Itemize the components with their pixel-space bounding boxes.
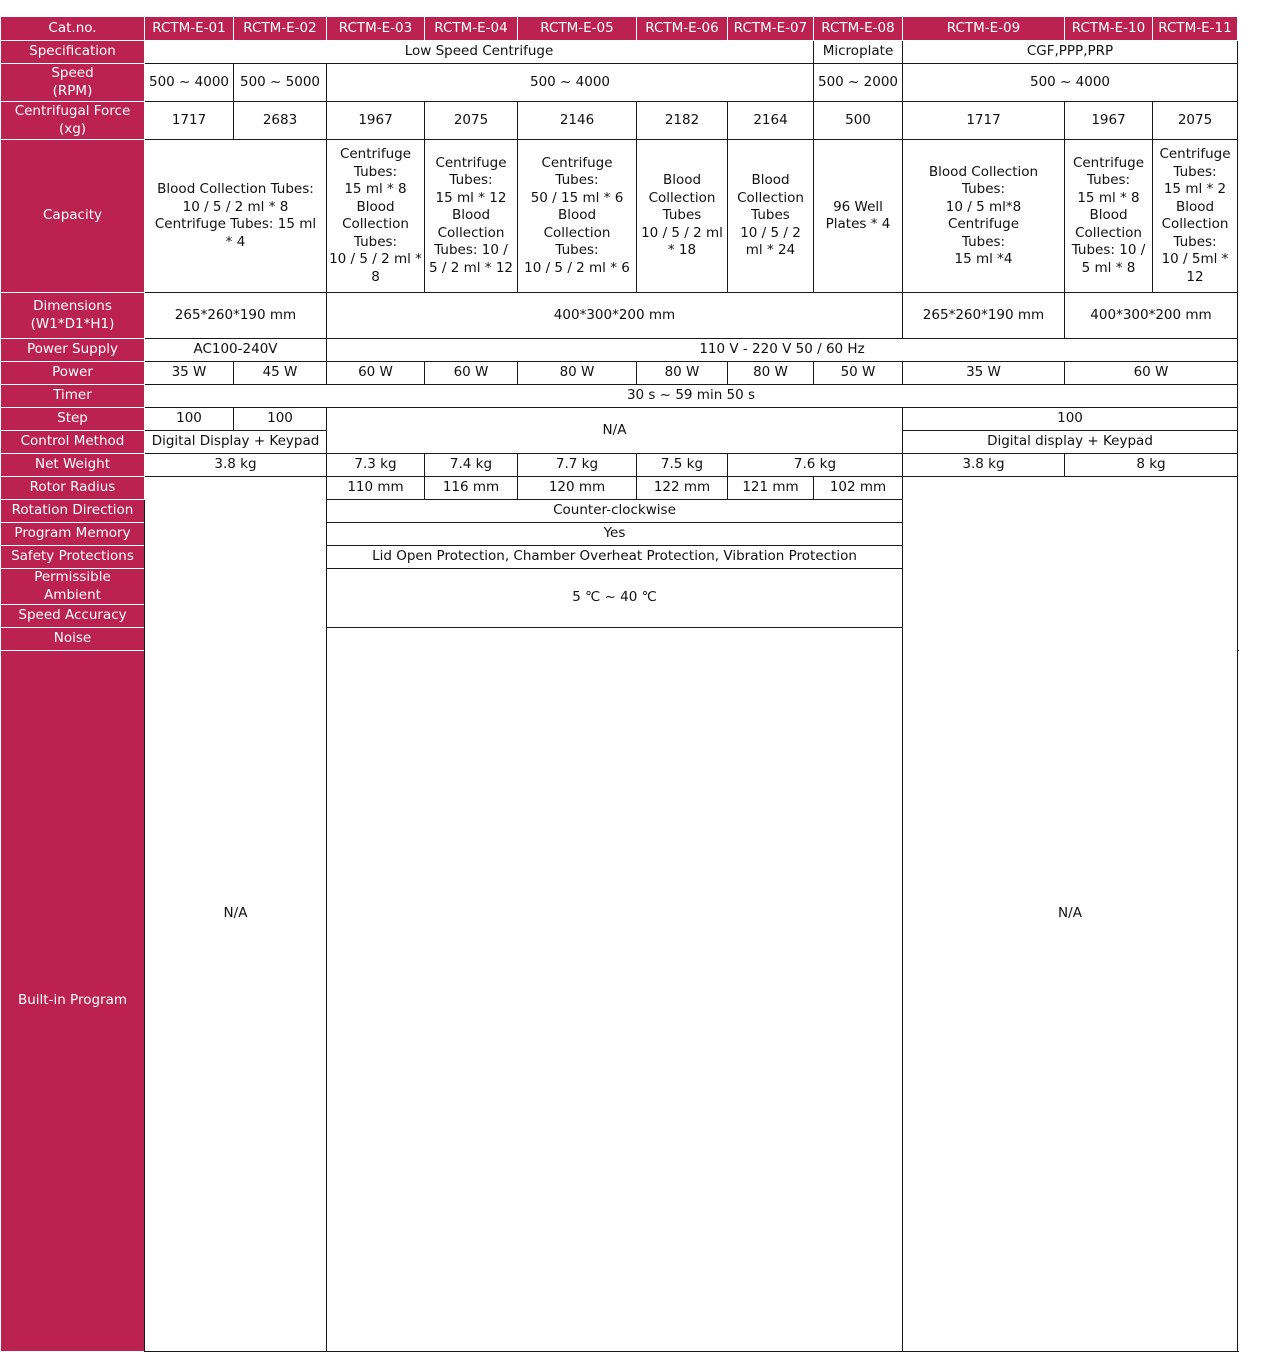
spec-cell: 60 W [1065, 362, 1238, 385]
model-header: RCTM-E-05 [518, 17, 637, 41]
row-label: Rotation Direction [1, 500, 145, 523]
spec-cell: CGF,PPP,PRP [903, 41, 1238, 64]
spec-cell: 1717 [145, 102, 234, 140]
row-label: Control Method [1, 431, 145, 454]
spec-row [1, 339, 1238, 362]
row-label: Built-in Program [1, 651, 145, 1352]
spec-cell: 121 mm [728, 477, 814, 500]
spec-cell: 100 [903, 408, 1238, 431]
spec-cell: 80 W [518, 362, 637, 385]
row-label: Speed Accuracy [1, 605, 145, 628]
model-header: RCTM-E-04 [425, 17, 518, 41]
spec-cell: 80 W [728, 362, 814, 385]
spec-cell: 50 W [814, 362, 903, 385]
spec-cell: 3.8 kg [903, 454, 1065, 477]
row-label: Net Weight [1, 454, 145, 477]
spec-cell: 80 W [637, 362, 728, 385]
model-header: RCTM-E-01 [145, 17, 234, 41]
spec-cell: 500 ~ 4000 [903, 64, 1238, 102]
header-label: Cat.no. [1, 17, 145, 41]
row-label: Noise [1, 628, 145, 651]
spec-cell: 400*300*200 mm [1065, 293, 1238, 339]
spec-cell: 110 mm [327, 477, 425, 500]
spec-cell: 2683 [234, 102, 327, 140]
spec-cell: 2075 [1153, 102, 1238, 140]
spec-cell: 7.4 kg [425, 454, 518, 477]
spec-cell: 400*300*200 mm [327, 293, 903, 339]
spec-cell: Centrifuge Tubes: 15 ml * 12 Blood Collection Tubes: 10 / 5 / 2 ml * 12 [425, 140, 518, 293]
row-label: Power Supply [1, 339, 145, 362]
spec-cell: 30 s ~ 59 min 50 s [145, 385, 1238, 408]
spec-cell: N/A [145, 477, 327, 1352]
spec-cell: 2164 [728, 102, 814, 140]
spec-cell: 110 V - 220 V 50 / 60 Hz [327, 339, 1238, 362]
spec-cell: 60 W [327, 362, 425, 385]
spec-cell: 96 Well Plates * 4 [814, 140, 903, 293]
spec-row [1, 102, 1238, 140]
spec-cell: Blood Collection Tubes: 10 / 5 / 2 ml * 8 Centrifuge Tubes: 15 ml * 4 [145, 140, 327, 293]
spec-cell: Low Speed Centrifuge [145, 41, 814, 64]
model-header: RCTM-E-02 [234, 17, 327, 41]
spec-cell: 500 ~ 4000 [145, 64, 234, 102]
spec-cell: 265*260*190 mm [903, 293, 1065, 339]
spec-cell: 35 W [903, 362, 1065, 385]
row-label: Power [1, 362, 145, 385]
spec-cell: 1967 [327, 102, 425, 140]
model-header: RCTM-E-10 [1065, 17, 1153, 41]
spec-cell: 2182 [637, 102, 728, 140]
spec-cell: 7.7 kg [518, 454, 637, 477]
spec-cell: Blood Collection Tubes 10 / 5 / 2 ml * 18 [637, 140, 728, 293]
spec-row [1, 385, 1238, 408]
spec-cell: 1967 [1065, 102, 1153, 140]
spec-cell: N/A [903, 477, 1238, 1352]
spec-cell: Centrifuge Tubes: 15 ml * 8 Blood Collection Tubes: 10 / 5 / 2 ml * 8 [327, 140, 425, 293]
spec-cell: Lid Open Protection, Chamber Overheat Protection, Vibration Protection [327, 546, 903, 569]
row-label: Step [1, 408, 145, 431]
spec-cell [327, 628, 903, 1352]
model-header: RCTM-E-03 [327, 17, 425, 41]
spec-row [1, 454, 1238, 477]
spec-row [1, 362, 1238, 385]
spec-row [1, 293, 1238, 339]
spec-cell: Blood Collection Tubes: 10 / 5 ml*8 Centrifuge Tubes: 15 ml *4 [903, 140, 1065, 293]
spec-cell: 8 kg [1065, 454, 1238, 477]
spec-cell: 5 ℃ ~ 40 ℃ [327, 569, 903, 628]
spec-row [1, 140, 1238, 293]
header-row [1, 17, 1238, 41]
spec-cell: Digital display + Keypad [903, 431, 1238, 454]
spec-cell: 500 ~ 5000 [234, 64, 327, 102]
spec-cell: 116 mm [425, 477, 518, 500]
spec-cell: 1717 [903, 102, 1065, 140]
spec-cell: Microplate [814, 41, 903, 64]
spec-cell: 120 mm [518, 477, 637, 500]
spec-cell: 2146 [518, 102, 637, 140]
spec-cell: Counter-clockwise [327, 500, 903, 523]
spec-cell: 500 ~ 2000 [814, 64, 903, 102]
spec-cell: 60 W [425, 362, 518, 385]
spec-cell: 45 W [234, 362, 327, 385]
spec-cell: 500 ~ 4000 [327, 64, 814, 102]
spec-cell: 100 [234, 408, 327, 431]
spec-cell: 265*260*190 mm [145, 293, 327, 339]
spec-cell: 7.3 kg [327, 454, 425, 477]
spec-cell: 122 mm [637, 477, 728, 500]
spec-cell: 2075 [425, 102, 518, 140]
spec-cell: 102 mm [814, 477, 903, 500]
spec-cell: 100 [145, 408, 234, 431]
row-label: Timer [1, 385, 145, 408]
spec-cell: Blood Collection Tubes 10 / 5 / 2 ml * 24 [728, 140, 814, 293]
model-header: RCTM-E-08 [814, 17, 903, 41]
row-label: Capacity [1, 140, 145, 293]
row-label: Specification [1, 41, 145, 64]
spec-cell: 7.6 kg [728, 454, 903, 477]
spec-cell: Yes [327, 523, 903, 546]
row-label: Rotor Radius [1, 477, 145, 500]
spec-cell: 7.5 kg [637, 454, 728, 477]
model-header: RCTM-E-07 [728, 17, 814, 41]
row-label: Program Memory [1, 523, 145, 546]
spec-cell: Digital Display + Keypad [145, 431, 327, 454]
spec-cell: 3.8 kg [145, 454, 327, 477]
spec-cell: Centrifuge Tubes: 15 ml * 8 Blood Collection Tubes: 10 / 5 ml * 8 [1065, 140, 1153, 293]
row-label: Centrifugal Force (xg) [1, 102, 145, 140]
spec-row [1, 41, 1238, 64]
spec-cell: Centrifuge Tubes: 50 / 15 ml * 6 Blood Collection Tubes: 10 / 5 / 2 ml * 6 [518, 140, 637, 293]
row-label: Speed (RPM) [1, 64, 145, 102]
spec-table [0, 16, 1238, 1352]
spec-cell: AC100-240V [145, 339, 327, 362]
model-header: RCTM-E-09 [903, 17, 1065, 41]
spec-cell: 500 [814, 102, 903, 140]
spec-cell: Centrifuge Tubes: 15 ml * 2 Blood Collection Tubes: 10 / 5ml * 12 [1153, 140, 1238, 293]
row-label: Safety Protections [1, 546, 145, 569]
spec-row [1, 477, 1238, 500]
spec-row [1, 408, 1238, 431]
model-header: RCTM-E-11 [1153, 17, 1238, 41]
row-label: Dimensions (W1*D1*H1) [1, 293, 145, 339]
row-label: Permissible Ambient [1, 569, 145, 605]
spec-cell: N/A [327, 408, 903, 454]
spec-row [1, 64, 1238, 102]
model-header: RCTM-E-06 [637, 17, 728, 41]
spec-cell: 35 W [145, 362, 234, 385]
